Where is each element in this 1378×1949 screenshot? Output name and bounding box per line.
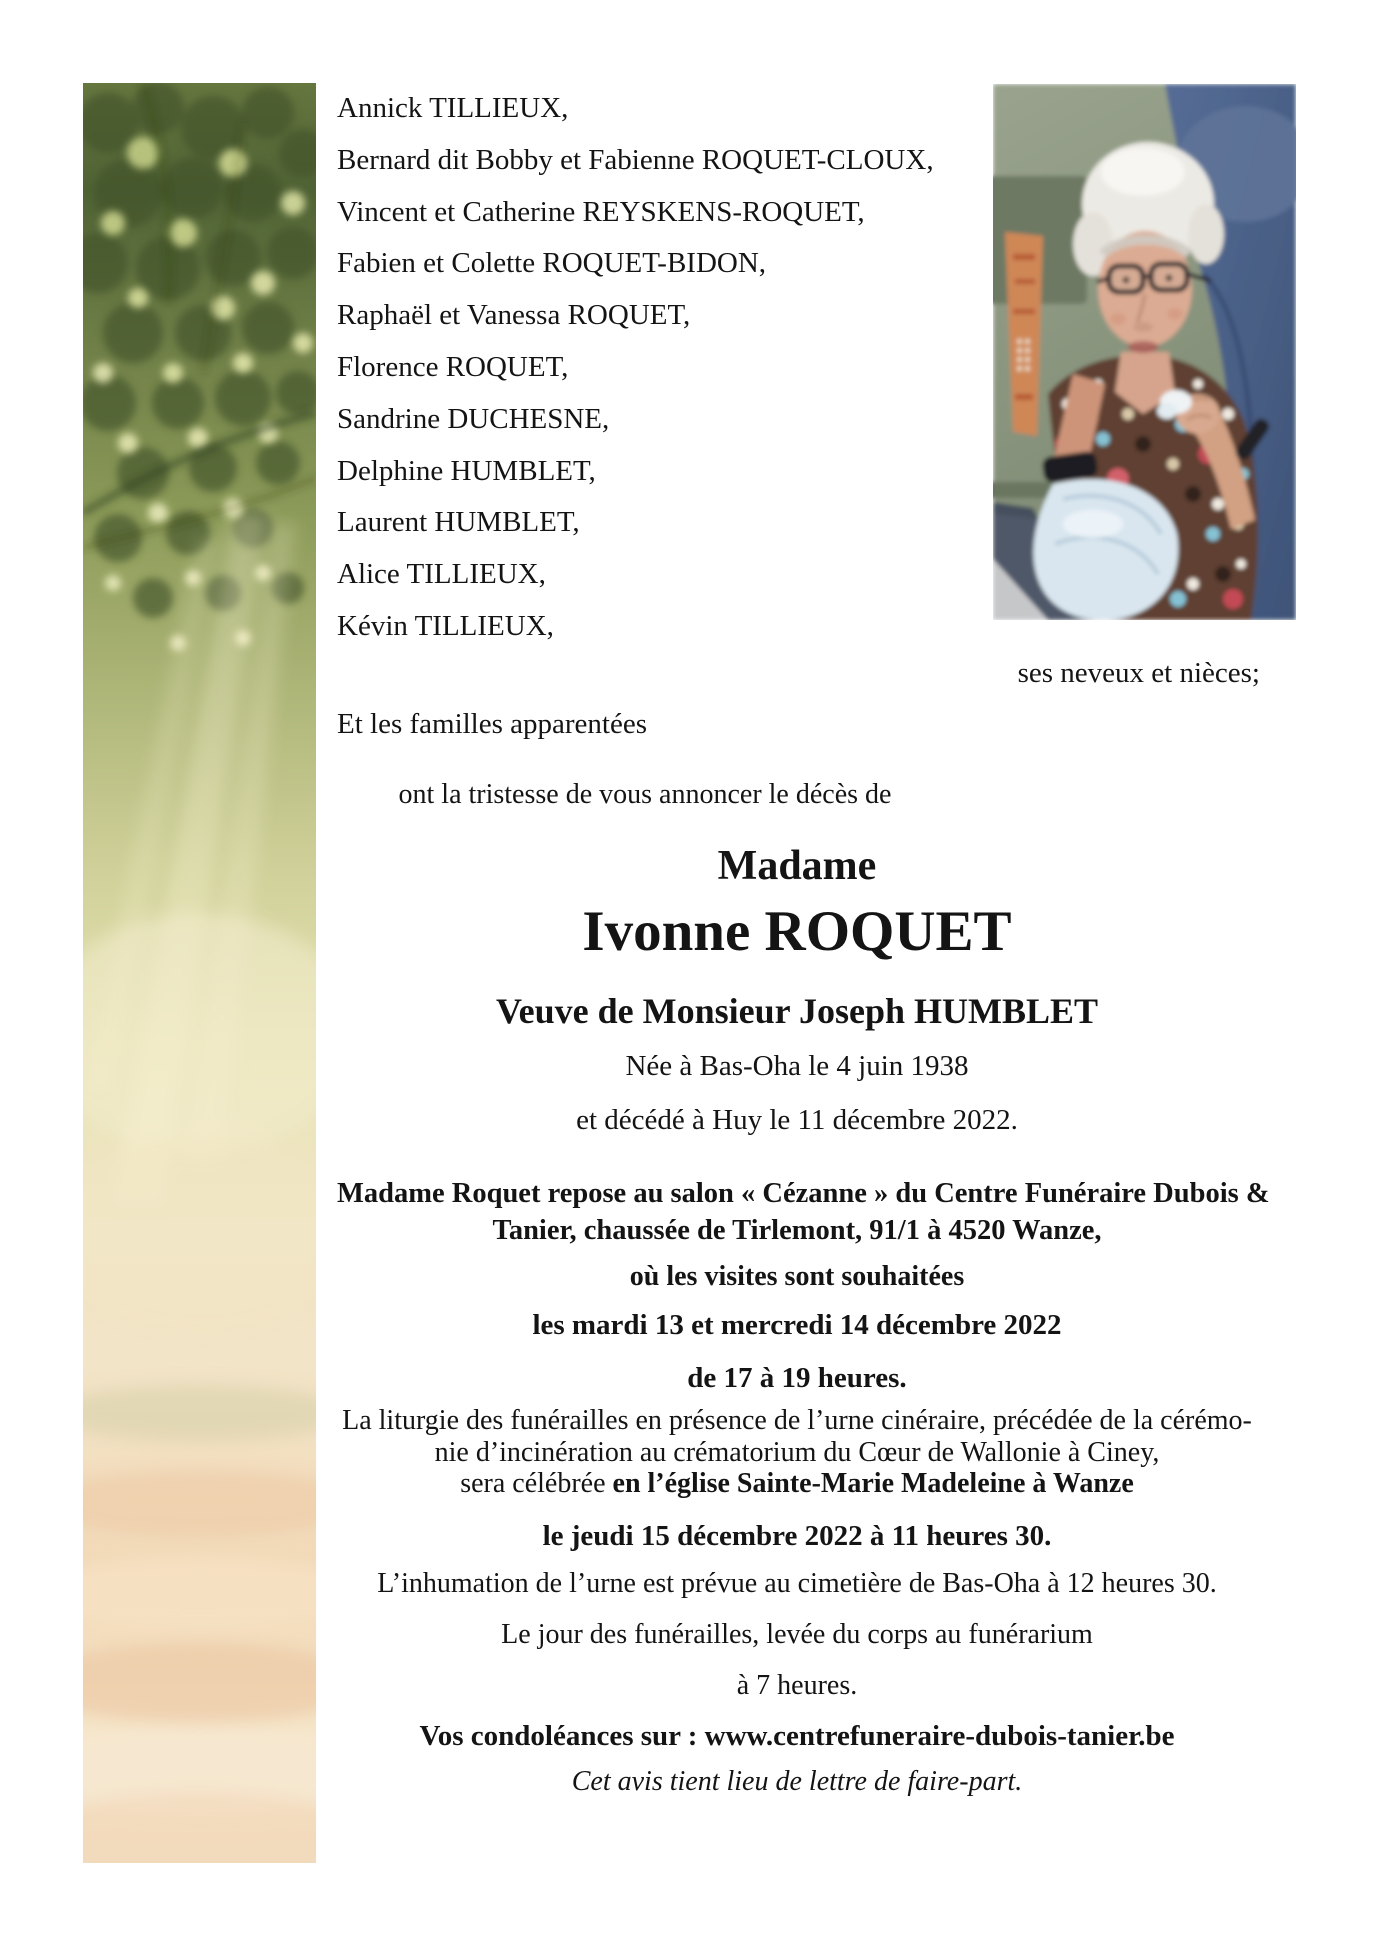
deceased-title: Madame xyxy=(717,843,877,889)
announcement-line: ont la tristesse de vous annoncer le décès de xyxy=(398,779,892,810)
liturgy-paragraph xyxy=(337,1405,1257,1500)
deceased-name: Ivonne ROQUET xyxy=(582,900,1012,963)
family-name-line: Fabien et Colette ROQUET-BIDON, xyxy=(337,247,767,280)
departure-line1: Le jour des funérailles, levée du corps au funérarium xyxy=(501,1619,1093,1650)
funeral-home-address-line1: Madame Roquet repose au salon « Cézanne » du Centre Funéraire Dubois & xyxy=(337,1178,1270,1209)
funeral-date-line: le jeudi 15 décembre 2022 à 11 heures 30. xyxy=(542,1520,1052,1552)
birth-line: Née à Bas-Oha le 4 juin 1938 xyxy=(625,1050,969,1082)
family-name-line: Delphine HUMBLET, xyxy=(337,454,596,487)
family-name-line: Laurent HUMBLET, xyxy=(337,506,580,539)
liturgy-line3-church: en l’église Sainte-Marie Madeleine à Wanze xyxy=(612,1468,1134,1499)
family-names-list xyxy=(337,83,934,653)
family-name-line: Vincent et Catherine REYSKENS-ROQUET, xyxy=(337,195,865,228)
portrait-photo xyxy=(993,84,1296,620)
liturgy-line2: nie d’incinération au crématorium du Cœur de Wallonie à Ciney, xyxy=(434,1436,1160,1468)
family-name-line: Alice TILLIEUX, xyxy=(337,558,546,591)
visits-wish-line: où les visites sont souhaitées xyxy=(629,1261,965,1292)
visits-days-line: les mardi 13 et mercredi 14 décembre 2022 xyxy=(532,1309,1062,1341)
related-families-line: Et les familles apparentées xyxy=(337,708,648,740)
forest-path-image xyxy=(83,83,316,1863)
family-name-line: Kévin TILLIEUX, xyxy=(337,609,554,642)
death-line: et décédé à Huy le 11 décembre 2022. xyxy=(576,1104,1018,1136)
faire-part-notice-line: Cet avis tient lieu de lettre de faire-part. xyxy=(571,1766,1023,1797)
forest-path-illustration xyxy=(83,83,316,1863)
family-name-line: Sandrine DUCHESNE, xyxy=(337,402,610,435)
liturgy-line1: La liturgie des funérailles en présence de l’urne cinéraire, précédée de la cérémo- xyxy=(342,1405,1252,1436)
family-name-line: Annick TILLIEUX, xyxy=(337,92,569,124)
visits-hours-line: de 17 à 19 heures. xyxy=(687,1362,907,1394)
relation-line: ses neveux et nièces; xyxy=(1017,657,1260,689)
liturgy-line3 xyxy=(337,1468,1257,1500)
condolences-website-line: Vos condoléances sur : www.centrefuneraire-dubois-tanier.be xyxy=(419,1720,1175,1752)
urn-burial-line: L’inhumation de l’urne est prévue au cimetière de Bas-Oha à 12 heures 30. xyxy=(377,1568,1217,1599)
elderly-woman-photo-illustration xyxy=(993,84,1296,620)
liturgy-line3-prefix: sera célébrée xyxy=(460,1468,613,1499)
departure-line2: à 7 heures. xyxy=(736,1670,858,1701)
funeral-home-address xyxy=(337,1175,1270,1249)
family-name-line: Raphaël et Vanessa ROQUET, xyxy=(337,299,691,332)
family-name-line: Bernard dit Bobby et Fabienne ROQUET-CLOUX, xyxy=(337,143,934,176)
widow-line: Veuve de Monsieur Joseph HUMBLET xyxy=(495,991,1099,1031)
funeral-home-address-line2: Tanier, chaussée de Tirlemont, 91/1 à 4520 Wanze, xyxy=(492,1215,1102,1246)
family-name-line: Florence ROQUET, xyxy=(337,350,569,383)
